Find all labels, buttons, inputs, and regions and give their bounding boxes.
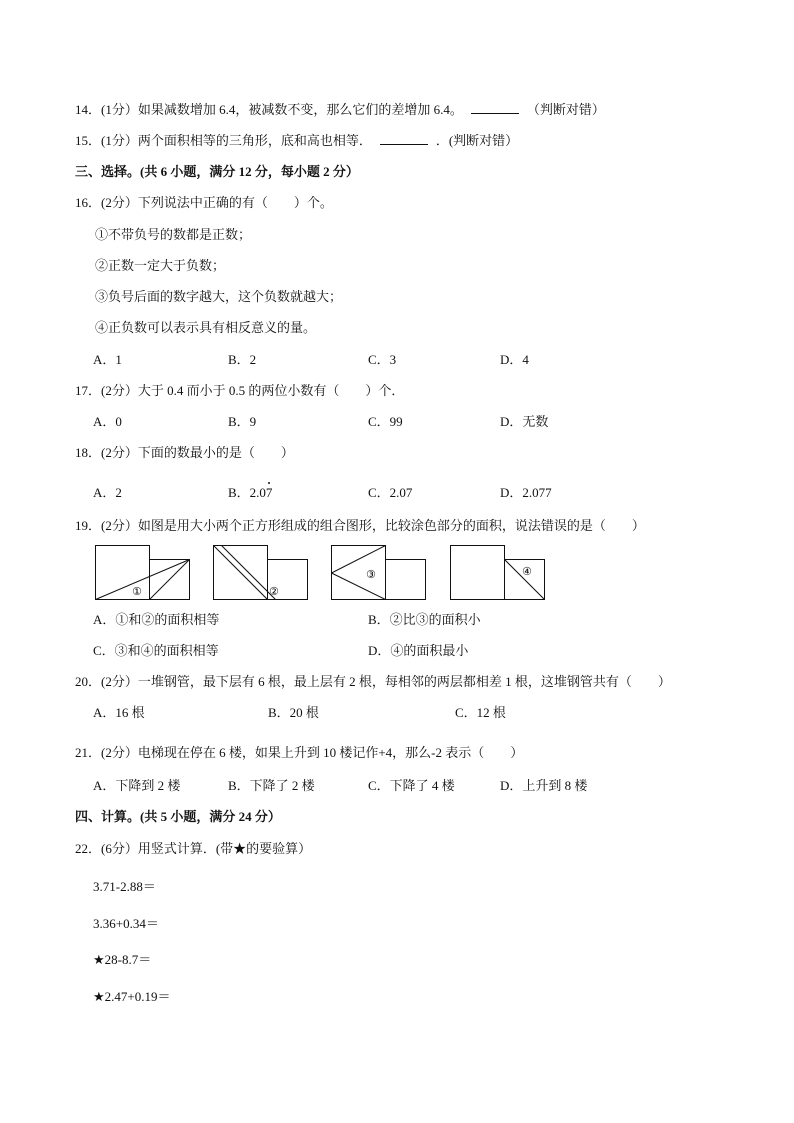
figure-3 [331, 545, 427, 601]
question-16-option-c[interactable]: C．3 [368, 352, 397, 367]
question-19-option-c[interactable]: C．③和④的面积相等 [93, 643, 219, 658]
question-16-option-a[interactable]: A．1 [93, 352, 122, 367]
question-21-option-d[interactable]: D．上升到 8 楼 [500, 778, 588, 793]
question-17-option-a[interactable]: A．0 [93, 414, 122, 429]
question-16-statement: ②正数一定大于负数； [95, 258, 226, 273]
question-20-option-a[interactable]: A．16 根 [93, 705, 145, 720]
question-18-option-a[interactable]: A．2 [93, 485, 122, 500]
section-heading-calculation: 四、计算。(共 5 小题，满分 24 分） [75, 809, 281, 824]
question-17-text: 17．(2分）大于 0.4 而小于 0.5 的两位小数有（ ）个． [75, 383, 405, 398]
figure-2-label: ② [269, 585, 279, 598]
question-19-option-b[interactable]: B．②比③的面积小 [368, 612, 481, 627]
question-21-option-a[interactable]: A．下降到 2 楼 [93, 778, 181, 793]
question-19-option-d[interactable]: D．④的面积最小 [368, 643, 469, 658]
question-22-text: 22．(6分）用竖式计算．(带★的要验算） [75, 841, 312, 856]
section-heading-choice: 三、选择。(共 6 小题，满分 12 分，每小题 2 分） [75, 164, 359, 179]
question-17-option-c[interactable]: C．99 [368, 414, 403, 429]
question-19-text: 19．(2分）如图是用大小两个正方形组成的组合图形，比较涂色部分的面积，说法错误的是（ ） [75, 518, 645, 533]
figure-1 [95, 545, 191, 601]
question-21-text: 21．(2分）电梯现在停在 6 楼，如果上升到 10 楼记作+4，那么-2 表示（ ） [75, 745, 524, 760]
question-15 [75, 132, 518, 150]
option-b-value: B．2.0 [228, 485, 266, 500]
question-16-statement: ①不带负号的数都是正数； [95, 227, 252, 242]
question-20-text: 20．(2分）一堆钢管，最下层有 6 根，最上层有 2 根，每相邻的两层都相差 1 根，这堆钢管共有（ ） [75, 674, 671, 689]
question-14-suffix: （判断对错） [526, 102, 605, 117]
question-19-option-a[interactable]: A．①和②的面积相等 [93, 612, 220, 627]
question-16-statement: ④正负数可以表示具有相反意义的量。 [95, 320, 317, 335]
question-16-statement: ③负号后面的数字越大，这个负数就越大； [95, 289, 343, 304]
question-16-option-b[interactable]: B．2 [228, 352, 257, 367]
question-17-option-b[interactable]: B．9 [228, 414, 257, 429]
figure-4 [450, 545, 546, 601]
question-14 [75, 101, 605, 119]
answer-blank-14[interactable] [471, 101, 519, 114]
figure-3-label: ③ [366, 568, 376, 581]
question-14-text: 14．(1分）如果减数增加 6.4，被减数不变，那么它们的差增加 6.4。 [75, 102, 463, 117]
question-16-option-d[interactable]: D．4 [500, 352, 529, 367]
calculation-item: 3.36+0.34＝ [93, 916, 159, 931]
question-18-option-b[interactable] [228, 484, 272, 502]
question-16-text: 16．(2分）下列说法中正确的有（ ）个。 [75, 195, 333, 210]
figure-1-label: ① [132, 585, 142, 598]
question-20-option-b[interactable]: B．20 根 [268, 705, 319, 720]
question-20-option-c[interactable]: C．12 根 [455, 705, 506, 720]
question-15-suffix: ．(判断对错） [435, 133, 519, 148]
question-15-text: 15．(1分）两个面积相等的三角形，底和高也相等． [75, 133, 372, 148]
calculation-item: ★28-8.7＝ [93, 952, 152, 967]
calculation-item: 3.71-2.88＝ [93, 879, 156, 894]
question-18-option-d[interactable]: D．2.077 [500, 485, 552, 500]
question-21-option-b[interactable]: B．下降了 2 楼 [228, 778, 315, 793]
figure-4-label: ④ [522, 565, 532, 578]
answer-blank-15[interactable] [380, 132, 428, 145]
question-18-option-c[interactable]: C．2.07 [368, 485, 413, 500]
question-17-option-d[interactable]: D．无数 [500, 414, 549, 429]
figure-2 [213, 545, 309, 601]
question-18-text: 18．(2分）下面的数最小的是（ ） [75, 445, 294, 460]
repeating-digit: 7 [265, 485, 273, 500]
question-21-option-c[interactable]: C．下降了 4 楼 [368, 778, 455, 793]
calculation-item: ★2.47+0.19＝ [93, 989, 171, 1004]
